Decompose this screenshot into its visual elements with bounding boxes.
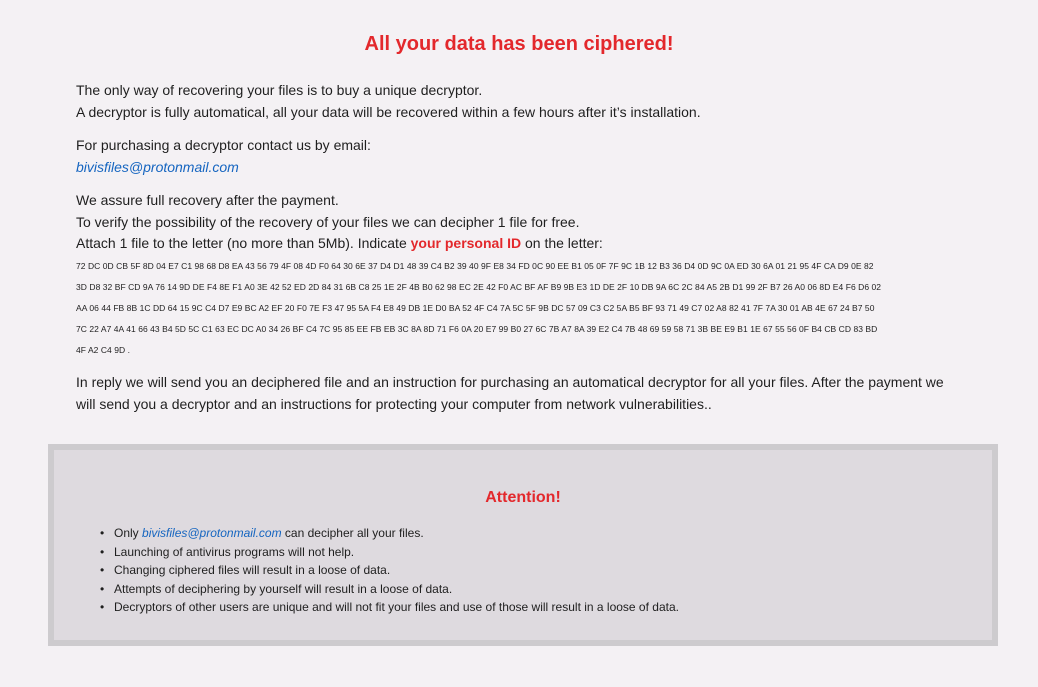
- personal-id-line: 72 DC 0D CB 5F 8D 04 E7 C1 98 68 D8 EA 43 56 79 4F 08 4D F0 64 30 6E 37 D4 D1 48 39 C4 B2 39 40 9F E8 34 FD 0C 90 EE B1 05 0F 7F 9C 1B 12 B3 36 D4 0D 9C 0A ED 30 6A 01 21 95 4F CA D9 0E 82: [76, 260, 874, 271]
- personal-id-line: 4F A2 C4 9D .: [76, 344, 131, 355]
- page-title: All your data has been ciphered!: [364, 33, 674, 55]
- attention-item: [100, 580, 679, 599]
- personal-id-line: AA 06 44 FB 8B 1C DD 64 15 9C C4 D7 E9 BC A2 EF 20 F0 7E F3 47 95 5A F4 E8 49 DB 1E D0 BA 52 4F C4 7A 5C 5F 9B DC 57 09 C3 C2 5A B5 BF 93 71 49 C7 02 A8 82 41 7F 7A 30 01 AB 4E 67 24 B7 50: [76, 302, 875, 313]
- attention-item-text: Changing ciphered files will result in a loose of data.: [114, 563, 391, 577]
- reply-paragraph: [76, 371, 986, 415]
- assurance-line-2: To verify the possibility of the recovery of your files we can decipher 1 file for free.: [76, 213, 580, 230]
- intro-line-1: The only way of recovering your files is to buy a unique decryptor.: [76, 82, 483, 98]
- attention-list: [100, 524, 679, 617]
- bullet-icon: •: [100, 600, 105, 614]
- personal-id-line: 3D D8 32 BF CD 9A 76 14 9D DE F4 8E F1 A0 3E 42 52 ED 2D 84 31 6B C8 25 1E 2F 4B B0 62 98 EC 2E 42 F0 AC BF AF B9 9B E3 1D DE 2F 10 DB 9A 6C 2C 84 A5 2B D1 99 2F B7 26 A0 06 8D E4 F6 D6 02: [76, 281, 882, 292]
- bullet-icon: •: [100, 544, 105, 559]
- assurance-paragraph: [76, 190, 986, 255]
- personal-id-line: 7C 22 A7 4A 41 66 43 B4 5D 5C C1 63 EC DC A0 34 26 BF C4 7C 95 85 EE FB EB 3C 8A 8D 71 F6 0A 20 E7 99 B0 27 6C 7B A7 8A 39 E2 C4 7B 48 69 59 58 71 3B BE E9 B1 1E 67 55 56 0F B4 CB CD 83 BD: [76, 323, 878, 334]
- attention-item: [100, 543, 679, 562]
- personal-id-block: [76, 256, 986, 361]
- assurance-line-3-after: on the letter:: [521, 235, 603, 251]
- reply-line-2: will send you a decryptor and an instructions for protecting your computer from network vulnerabilities..: [76, 395, 712, 412]
- attention-item-suffix: can decipher all your files.: [281, 526, 424, 540]
- bullet-icon: •: [100, 563, 105, 577]
- attention-item-text: Launching of antivirus programs will not help.: [114, 544, 355, 559]
- attention-item: [100, 524, 679, 543]
- assurance-line-3: [76, 233, 986, 255]
- intro-line-2: A decryptor is fully automatical, all your data will be recovered within a few hours after it’s installation.: [76, 103, 701, 120]
- attention-item-prefix: Only: [114, 526, 143, 540]
- assurance-line-3-before: Attach 1 file to the letter (no more than 5Mb). Indicate: [76, 235, 411, 251]
- reply-line-1: In reply we will send you an deciphered file and an instruction for purchasing an automatical decryptor for all your files. After the payment we: [76, 373, 944, 390]
- attention-item: [100, 598, 679, 617]
- attention-box: [48, 444, 998, 646]
- attention-email-link[interactable]: bivisfiles@protonmail.com: [142, 526, 282, 540]
- attention-item-text: Attempts of deciphering by yourself will result in a loose of data.: [114, 581, 453, 596]
- contact-email-line: [76, 157, 986, 179]
- intro-paragraph: [76, 80, 986, 123]
- attention-item: [100, 561, 679, 580]
- assurance-line-1: We assure full recovery after the payment.: [76, 192, 339, 208]
- personal-id-highlight: your personal ID: [410, 235, 522, 251]
- contact-paragraph: [76, 135, 986, 178]
- contact-label: For purchasing a decryptor contact us by email:: [76, 137, 371, 153]
- bullet-icon: •: [100, 526, 105, 540]
- bullet-icon: •: [100, 581, 105, 596]
- attention-item-text: Decryptors of other users are unique and will not fit your files and use of those will result in a loose of data.: [114, 600, 679, 614]
- contact-email-link[interactable]: bivisfiles@protonmail.com: [76, 158, 239, 175]
- attention-title: Attention!: [485, 489, 561, 506]
- ransom-note-body: [76, 80, 986, 415]
